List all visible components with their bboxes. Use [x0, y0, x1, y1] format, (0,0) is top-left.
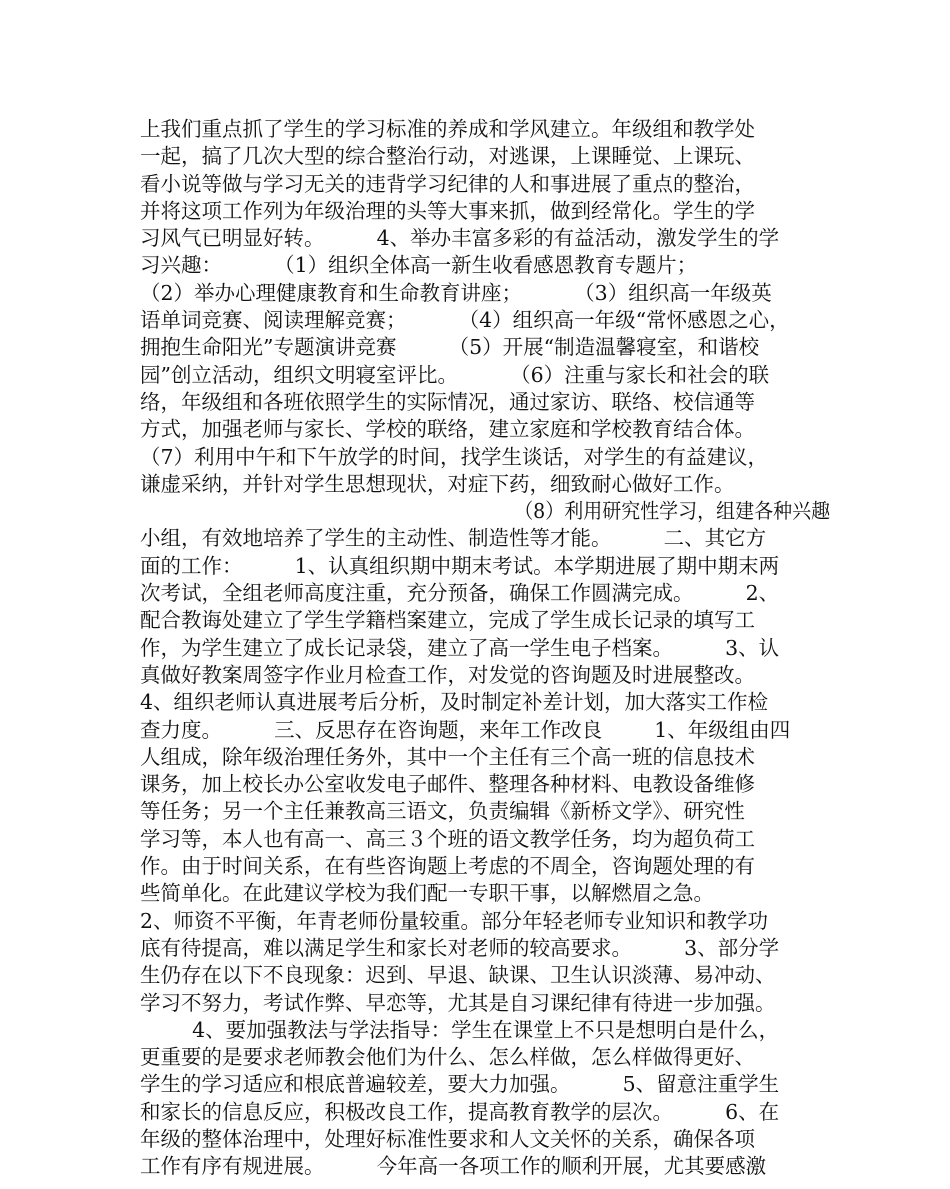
text-line: 并将这项工作列为年级治理的头等大事来抓，做到经常化。学生的学	[140, 198, 755, 223]
text-line: 小组，有效地培养了学生的主动性、制造性等才能。 二、其它方	[140, 526, 767, 551]
text-line: 和家长的信息反应，积极改良工作，提高教育教学的层次。 6、在	[140, 1099, 780, 1124]
text-line: 工作有序有规进展。 今年高一各项工作的顺利开展，尤其要感激	[140, 1154, 767, 1179]
text-line: 4、组织老师认真进展考后分析，及时制定补差计划，加大落实工作检	[140, 690, 769, 715]
text-line: 面的工作： 1、认真组织期中期末考试。本学期进展了期中期末两	[140, 553, 780, 578]
text-line: 园”创立活动，组织文明寝室评比。 （6）注重与家长和社会的联	[140, 362, 770, 387]
text-line: 4、要加强教法与学法指导：学生在课堂上不只是想明白是什么，	[140, 1017, 780, 1042]
text-line: 习风气已明显好转。 4、举办丰富多彩的有益活动，激发学生的学	[140, 226, 780, 251]
text-line: 些简单化。在此建议学校为我们配一专职干事，以解燃眉之急。	[140, 881, 714, 906]
text-line: 上我们重点抓了学生的学习标准的养成和学风建立。年级组和教学处	[140, 117, 755, 141]
text-line: 学习不努力，考试作弊、早恋等，尤其是自习课纪律有待进一步加强。	[140, 990, 776, 1015]
text-line: 作。由于时间关系，在有些咨询题上考虑的不周全，咨询题处理的有	[140, 854, 755, 879]
text-line: 络，年级组和各班依照学生的实际情况，通过家访、联络、校信通等	[140, 389, 755, 414]
text-line: 作，为学生建立了成长记录袋，建立了高一学生电子档案。 3、认	[140, 635, 780, 660]
text-line: 人组成，除年级治理任务外，其中一个主任有三个高一班的信息技术	[140, 744, 755, 769]
text-line: 生仍存在以下不良现象：迟到、早退、缺课、卫生认识淡薄、易冲动、	[140, 963, 776, 988]
text-line: 年级的整体治理中，处理好标准性要求和人文关怀的关系，确保各项	[140, 1126, 755, 1151]
text-line: 习兴趣： （1）组织全体高一新生收看感恩教育专题片；	[140, 253, 698, 278]
text-line: 查力度。 三、反思存在咨询题，来年工作改良 1、年级组由四	[140, 717, 791, 742]
text-line: 配合教诲处建立了学生学籍档案建立，完成了学生成长记录的填写工	[140, 608, 755, 633]
text-line: 更重要的是要求老师教会他们为什么、怎么样做，怎么样做得更好、	[140, 1045, 755, 1070]
text-line: 看小说等做与学习无关的违背学习纪律的人和事进展了重点的整治，	[140, 171, 755, 196]
text-line: 方式，加强老师与家长、学校的联络，建立家庭和学校教育结合体。	[140, 417, 755, 442]
text-line: 2、师资不平衡，年青老师份量较重。部分年轻老师专业知识和教学功	[140, 908, 769, 933]
body-text	[140, 116, 830, 1181]
text-line: 一起，搞了几次大型的综合整治行动，对逃课，上课睡觉、上课玩、	[140, 144, 755, 169]
text-line: 语单词竞赛、阅读理解竞赛； （4）组织高一年级“常怀感恩之心，	[140, 308, 790, 333]
text-line: 真做好教案周签字作业月检查工作，对发觉的咨询题及时进展整改。	[140, 662, 755, 687]
text-line: （8）利用研究性学习，组建各种兴趣	[140, 499, 831, 524]
text-line: 课务，加上校长办公室收发电子邮件、整理各种材料、电教设备维修	[140, 772, 755, 797]
text-line: 等任务；另一个主任兼教高三语文，负责编辑《新桥文学》、研究性	[140, 799, 745, 824]
text-line: （2）举办心理健康教育和生命教育讲座； （3）组织高一年级英	[140, 280, 772, 305]
text-line: 底有待提高，难以满足学生和家长对老师的较高要求。 3、部分学	[140, 935, 780, 960]
text-line: 学生的学习适应和根底普遍较差，要大力加强。 5、留意注重学生	[140, 1072, 780, 1097]
text-line: 次考试，全组老师高度注重，充分预备，确保工作圆满完成。 2、	[140, 581, 780, 606]
text-line: （7）利用中午和下午放学的时间，找学生谈话，对学生的有益建议，	[140, 444, 769, 469]
text-line: 学习等，本人也有高一、高三３个班的语文教学任务，均为超负荷工	[140, 826, 755, 851]
text-line: 拥抱生命阳光”专题演讲竞赛 （5）开展“制造温馨寝室，和谐校	[140, 335, 760, 360]
text-line: 谦虚采纳，并针对学生思想现状，对症下药，细致耐心做好工作。	[140, 471, 735, 496]
